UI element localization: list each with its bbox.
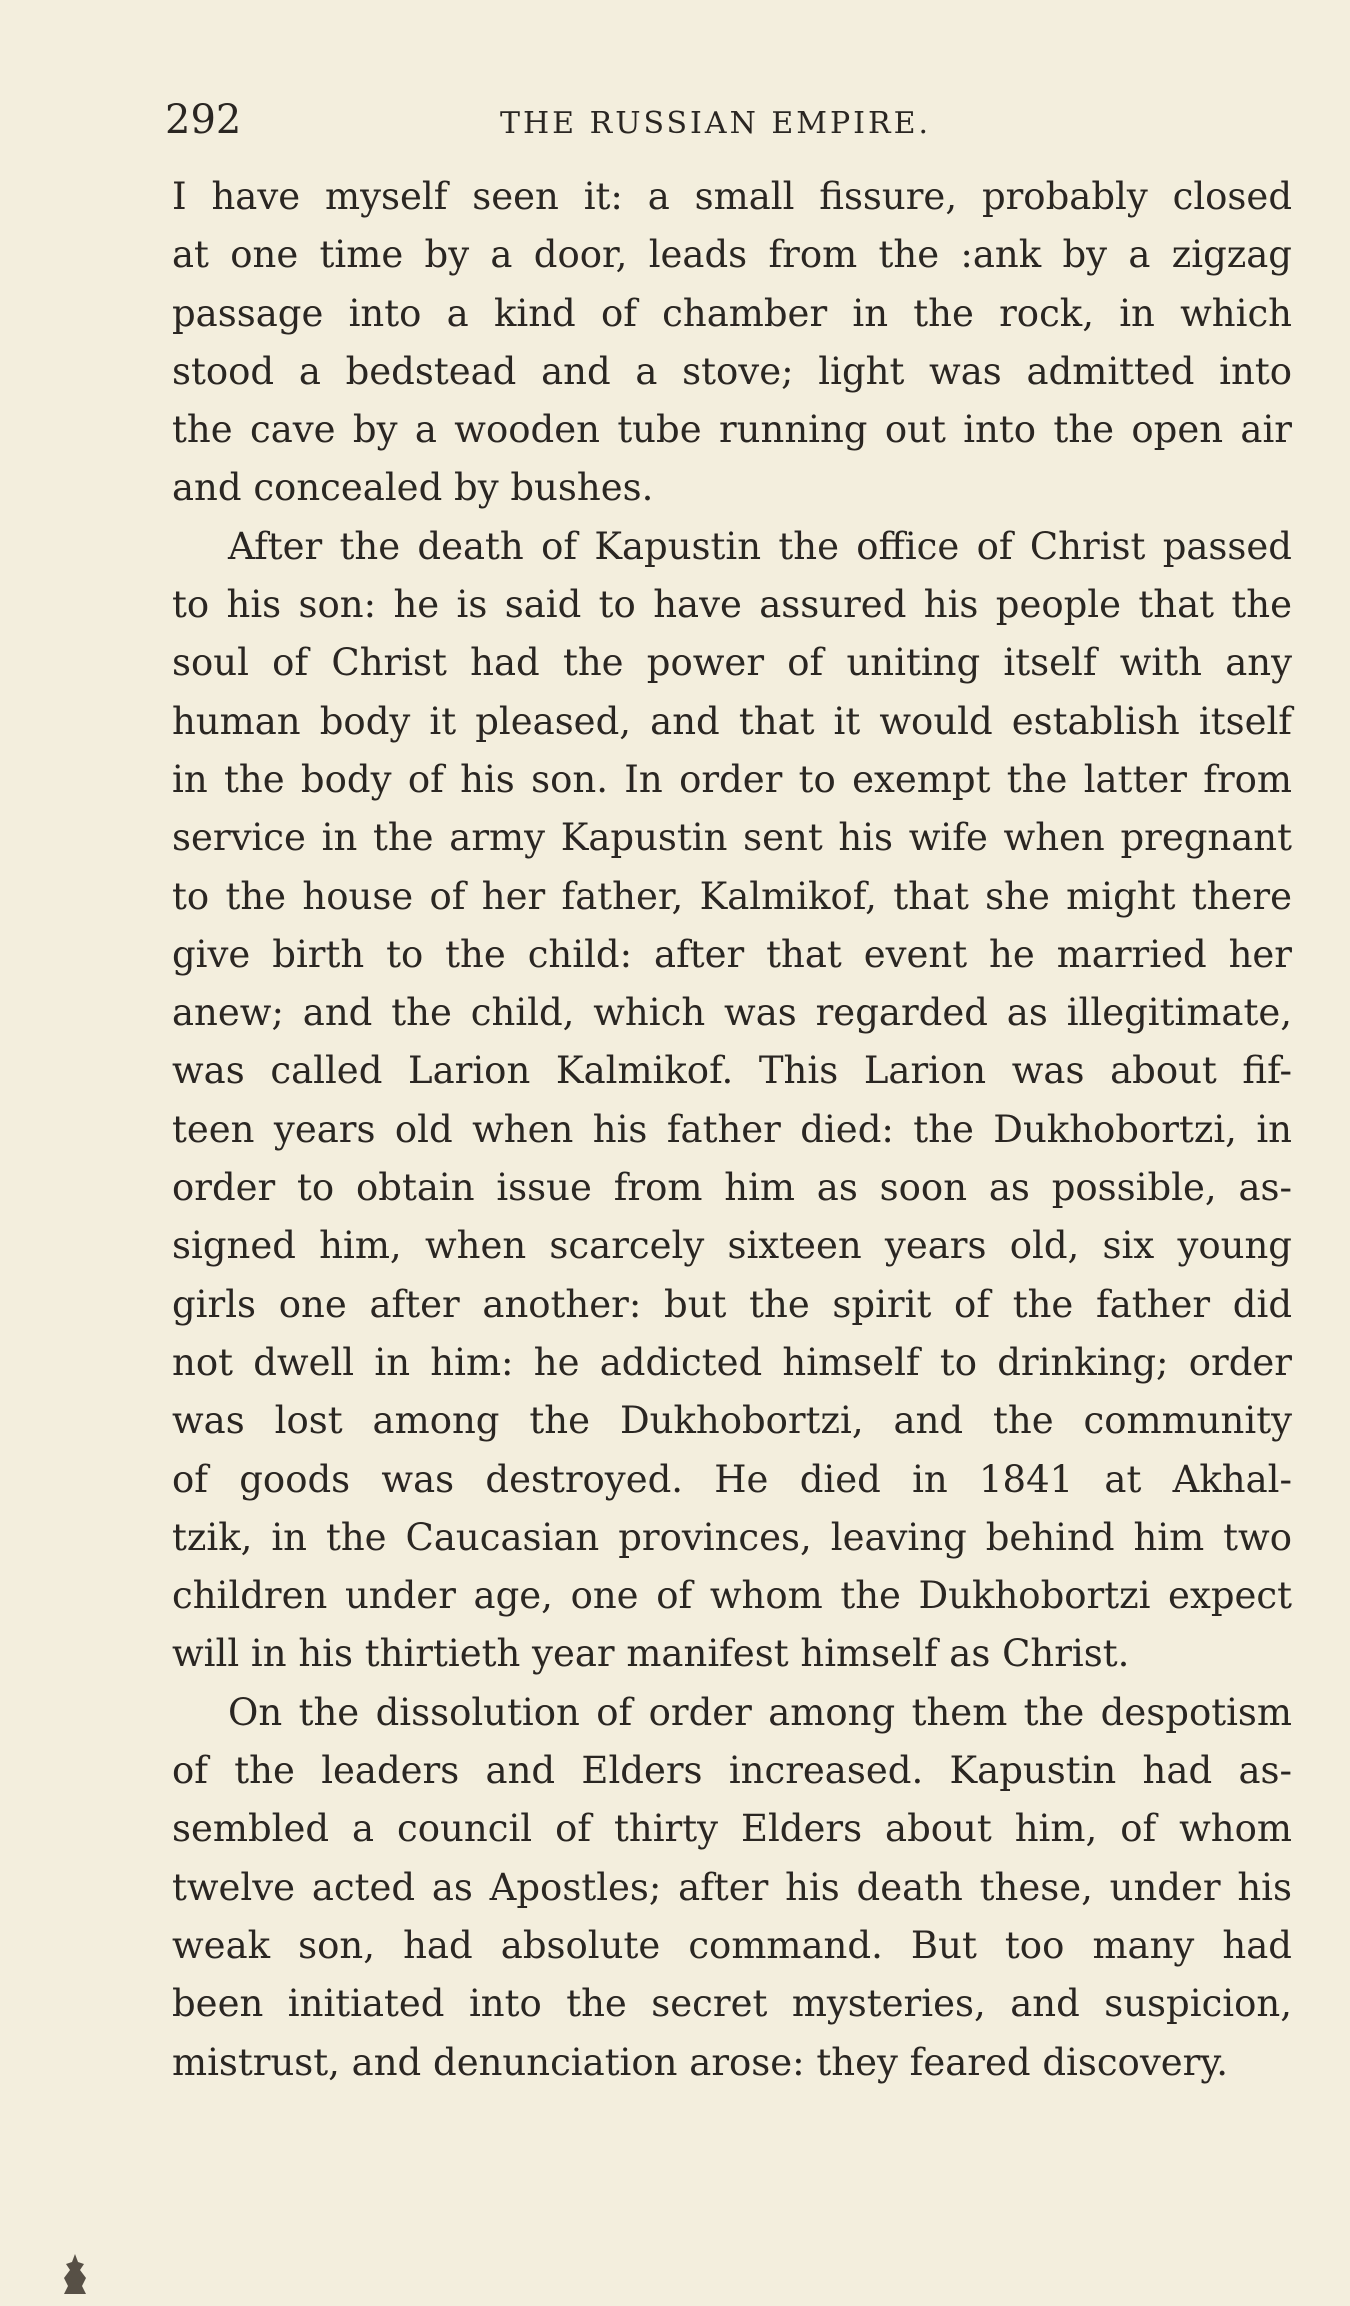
text-line: sembled a council of thirty Elders about him, of whom [172, 1807, 1292, 1851]
running-title: THE RUSSIAN EMPIRE. [500, 106, 932, 141]
text-line: give birth to the child: after that event he married her [172, 932, 1292, 976]
text-line: mistrust, and denunciation arose: they feared discovery. [172, 2040, 1229, 2084]
text-line: teen years old when his father died: the Dukhobortzi, in [172, 1107, 1292, 1151]
text-line: was lost among the Dukhobortzi, and the community [172, 1399, 1292, 1443]
text-line: to his son: he is said to have assured his people that the [172, 583, 1292, 627]
paragraph [172, 168, 1292, 518]
text-line: will in his thirtieth year manifest himself as Christ. [172, 1632, 1130, 1676]
text-line: I have myself seen it: a small fissure, probably closed [172, 175, 1292, 218]
text-line: anew; and the child, which was regarded as illegitimate, [172, 991, 1292, 1035]
text-line: human body it pleased, and that it would establish itself [172, 699, 1292, 743]
body-text [172, 168, 1292, 2092]
text-line: order to obtain issue from him as soon as possible, as- [172, 1166, 1292, 1210]
text-line: was called Larion Kalmikof. This Larion was about fif- [172, 1049, 1292, 1093]
text-line: service in the army Kapustin sent his wife when pregnant [172, 816, 1292, 860]
text-line: the cave by a wooden tube running out into the open air [172, 408, 1292, 452]
text-line: children under age, one of whom the Dukhobortzi expect [172, 1574, 1292, 1618]
text-line: passage into a kind of chamber in the rock, in which [172, 291, 1292, 335]
text-line: signed him, when scarcely sixteen years old, six young [172, 1224, 1292, 1268]
text-line: in the body of his son. In order to exempt the latter from [172, 757, 1292, 801]
ink-blot-mark [60, 2252, 90, 2296]
page-header [165, 90, 1165, 150]
paragraph [172, 1684, 1292, 2092]
text-line: soul of Christ had the power of uniting itself with any [172, 641, 1292, 685]
paragraph [172, 518, 1292, 1684]
text-line: not dwell in him: he addicted himself to drinking; order [172, 1340, 1292, 1384]
text-line: tzik, in the Caucasian provinces, leaving behind him two [172, 1515, 1292, 1559]
text-line: been initiated into the secret mysteries, and suspicion, [172, 1982, 1292, 2026]
text-line: at one time by a door, leads from the :ank by a zigzag [172, 233, 1292, 277]
text-line: of the leaders and Elders increased. Kapustin had as- [172, 1749, 1292, 1793]
text-line: weak son, had absolute command. But too many had [172, 1923, 1292, 1967]
text-line: On the dissolution of order among them the despotism [228, 1690, 1292, 1734]
text-line: girls one after another: but the spirit of the father did [172, 1282, 1292, 1326]
text-line: of goods was destroyed. He died in 1841 at Akhal- [172, 1457, 1292, 1501]
text-line: and concealed by bushes. [172, 466, 654, 510]
text-line: to the house of her father, Kalmikof, that she might there [172, 874, 1292, 918]
text-line: After the death of Kapustin the office of Christ passed [228, 524, 1292, 568]
text-line: stood a bedstead and a stove; light was admitted into [172, 349, 1292, 393]
text-line: twelve acted as Apostles; after his death these, under his [172, 1865, 1292, 1909]
page-number: 292 [165, 97, 242, 143]
